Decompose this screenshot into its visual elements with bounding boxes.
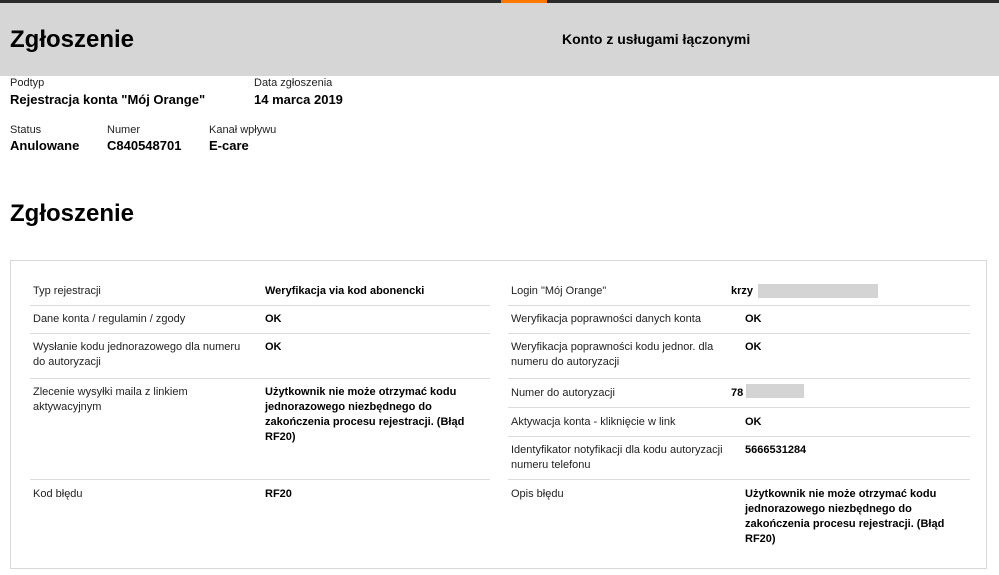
aktywacja-konta-label: Aktywacja konta - kliknięcie w link: [511, 416, 676, 428]
zlecenie-wysylki-value-1: Użytkownik nie może otrzymać kodu: [265, 386, 457, 398]
table-row: [30, 334, 490, 379]
weryfikacja-kodu-value: OK: [745, 341, 762, 353]
page-subtitle: Konto z usługami łączonymi: [562, 31, 751, 47]
table-row: [30, 306, 490, 334]
zlecenie-wysylki-value-2: jednorazowego niezbędnego do: [265, 401, 432, 413]
table-row: [30, 379, 490, 480]
podtyp-label: Podtyp: [10, 77, 45, 89]
numer-label: Numer: [107, 124, 141, 136]
weryfikacja-danych-value: OK: [745, 313, 762, 325]
zlecenie-wysylki-label-2: aktywacyjnym: [33, 401, 102, 413]
opis-bledu-label: Opis błędu: [511, 488, 564, 500]
data-zgloszenia-value: 14 marca 2019: [254, 92, 343, 107]
table-row: [508, 480, 970, 560]
identyfikator-label-2: numeru telefonu: [511, 459, 591, 471]
opis-bledu-value-4: RF20): [745, 533, 776, 545]
kanal-label: Kanał wpływu: [209, 124, 277, 136]
identyfikator-value: 5666531284: [745, 444, 807, 456]
data-zgloszenia-label: Data zgłoszenia: [254, 77, 333, 89]
page-title: Zgłoszenie: [10, 26, 135, 53]
page-header: [0, 3, 999, 76]
zlecenie-wysylki-label-1: Zlecenie wysyłki maila z linkiem: [33, 386, 188, 398]
typ-rejestracji-label: Typ rejestracji: [33, 285, 101, 297]
status-value: Anulowane: [10, 138, 80, 153]
redacted-mask: [758, 284, 878, 298]
table-row: [30, 480, 490, 550]
table-row: [30, 279, 490, 306]
details-card: [10, 260, 987, 569]
kanal-value: E-care: [209, 138, 249, 153]
weryfikacja-danych-label: Weryfikacja poprawności danych konta: [511, 313, 701, 325]
podtyp-value: Rejestracja konta "Mój Orange": [10, 92, 206, 107]
weryfikacja-kodu-label-1: Weryfikacja poprawności kodu jednor. dla: [511, 341, 714, 353]
opis-bledu-value-2: jednorazowego niezbędnego do: [745, 503, 912, 515]
dane-konta-value: OK: [265, 313, 282, 325]
table-row: [508, 306, 970, 334]
opis-bledu-value-1: Użytkownik nie może otrzymać kodu: [745, 488, 937, 500]
table-row: [508, 279, 970, 306]
section-title: Zgłoszenie: [10, 200, 135, 227]
status-label: Status: [10, 124, 42, 136]
aktywacja-konta-value: OK: [745, 416, 762, 428]
opis-bledu-value-3: zakończenia procesu rejestracji. (Błąd: [745, 518, 945, 530]
table-row: [508, 334, 970, 379]
table-row: [508, 379, 970, 408]
numer-value: C840548701: [107, 138, 182, 153]
zlecenie-wysylki-value-3: zakończenia procesu rejestracji. (Błąd: [265, 416, 465, 428]
typ-rejestracji-value: Weryfikacja via kod abonencki: [265, 285, 425, 297]
identyfikator-label-1: Identyfikator notyfikacji dla kodu autoryzacji: [511, 444, 723, 456]
kod-bledu-label: Kod błędu: [33, 488, 83, 500]
login-value: krzy: [731, 285, 754, 297]
weryfikacja-kodu-label-2: numeru do autoryzacji: [511, 356, 620, 368]
login-label: Login "Mój Orange": [511, 285, 607, 297]
dane-konta-label: Dane konta / regulamin / zgody: [33, 313, 186, 325]
zlecenie-wysylki-value-4: RF20): [265, 431, 296, 443]
numer-autoryzacji-label: Numer do autoryzacji: [511, 387, 615, 399]
redacted-mask: [746, 384, 804, 398]
numer-autoryzacji-value: 78: [731, 387, 744, 399]
table-row: [508, 408, 970, 437]
kod-bledu-value: RF20: [265, 488, 292, 500]
table-row: [508, 437, 970, 480]
wyslanie-kodu-label-1: Wysłanie kodu jednorazowego dla numeru: [33, 341, 241, 353]
wyslanie-kodu-value: OK: [265, 341, 282, 353]
wyslanie-kodu-label-2: do autoryzacji: [33, 356, 101, 368]
